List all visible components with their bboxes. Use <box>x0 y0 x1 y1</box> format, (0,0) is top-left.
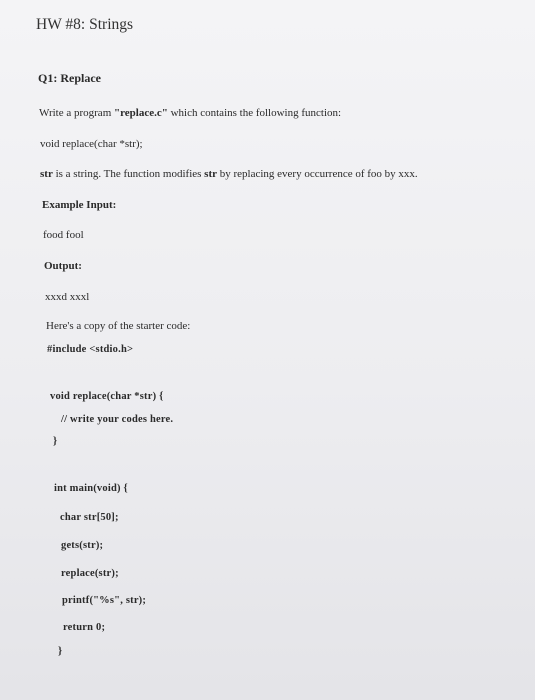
code-line-replace: replace(str); <box>61 568 119 579</box>
intro-prefix: Write a program <box>39 107 114 119</box>
code-line-gets: gets(str); <box>61 540 104 551</box>
description-text <box>40 168 418 181</box>
example-input-label: Example Input: <box>42 199 117 211</box>
code-func-close: } <box>53 436 58 447</box>
desc-str-2: str <box>204 168 217 180</box>
intro-filename: "replace.c" <box>114 107 168 119</box>
desc-end: by replacing every occurrence of foo by xxx. <box>217 168 418 180</box>
code-line-array: char str[50]; <box>60 512 119 523</box>
desc-str-1: str <box>40 168 53 180</box>
function-signature: void replace(char *str); <box>40 138 143 150</box>
desc-mid: is a string. The function modifies <box>52 168 205 180</box>
code-comment: // write your codes here. <box>61 414 174 425</box>
example-input-value: food fool <box>43 229 84 241</box>
code-func-decl: void replace(char *str) { <box>50 391 164 402</box>
output-label: Output: <box>44 260 82 272</box>
code-main-close: } <box>58 646 63 657</box>
intro-text <box>39 107 341 120</box>
code-main-decl: int main(void) { <box>54 483 128 494</box>
page-title: HW #8: Strings <box>36 16 134 33</box>
code-line-return: return 0; <box>63 622 106 633</box>
output-value: xxxd xxxl <box>45 291 90 303</box>
q1-heading: Q1: Replace <box>38 71 101 85</box>
code-line-printf: printf("%s", str); <box>62 595 147 606</box>
code-include: #include <stdio.h> <box>47 344 134 355</box>
intro-suffix: which contains the following function: <box>167 107 342 119</box>
starter-code-text: Here's a copy of the starter code: <box>46 320 191 332</box>
